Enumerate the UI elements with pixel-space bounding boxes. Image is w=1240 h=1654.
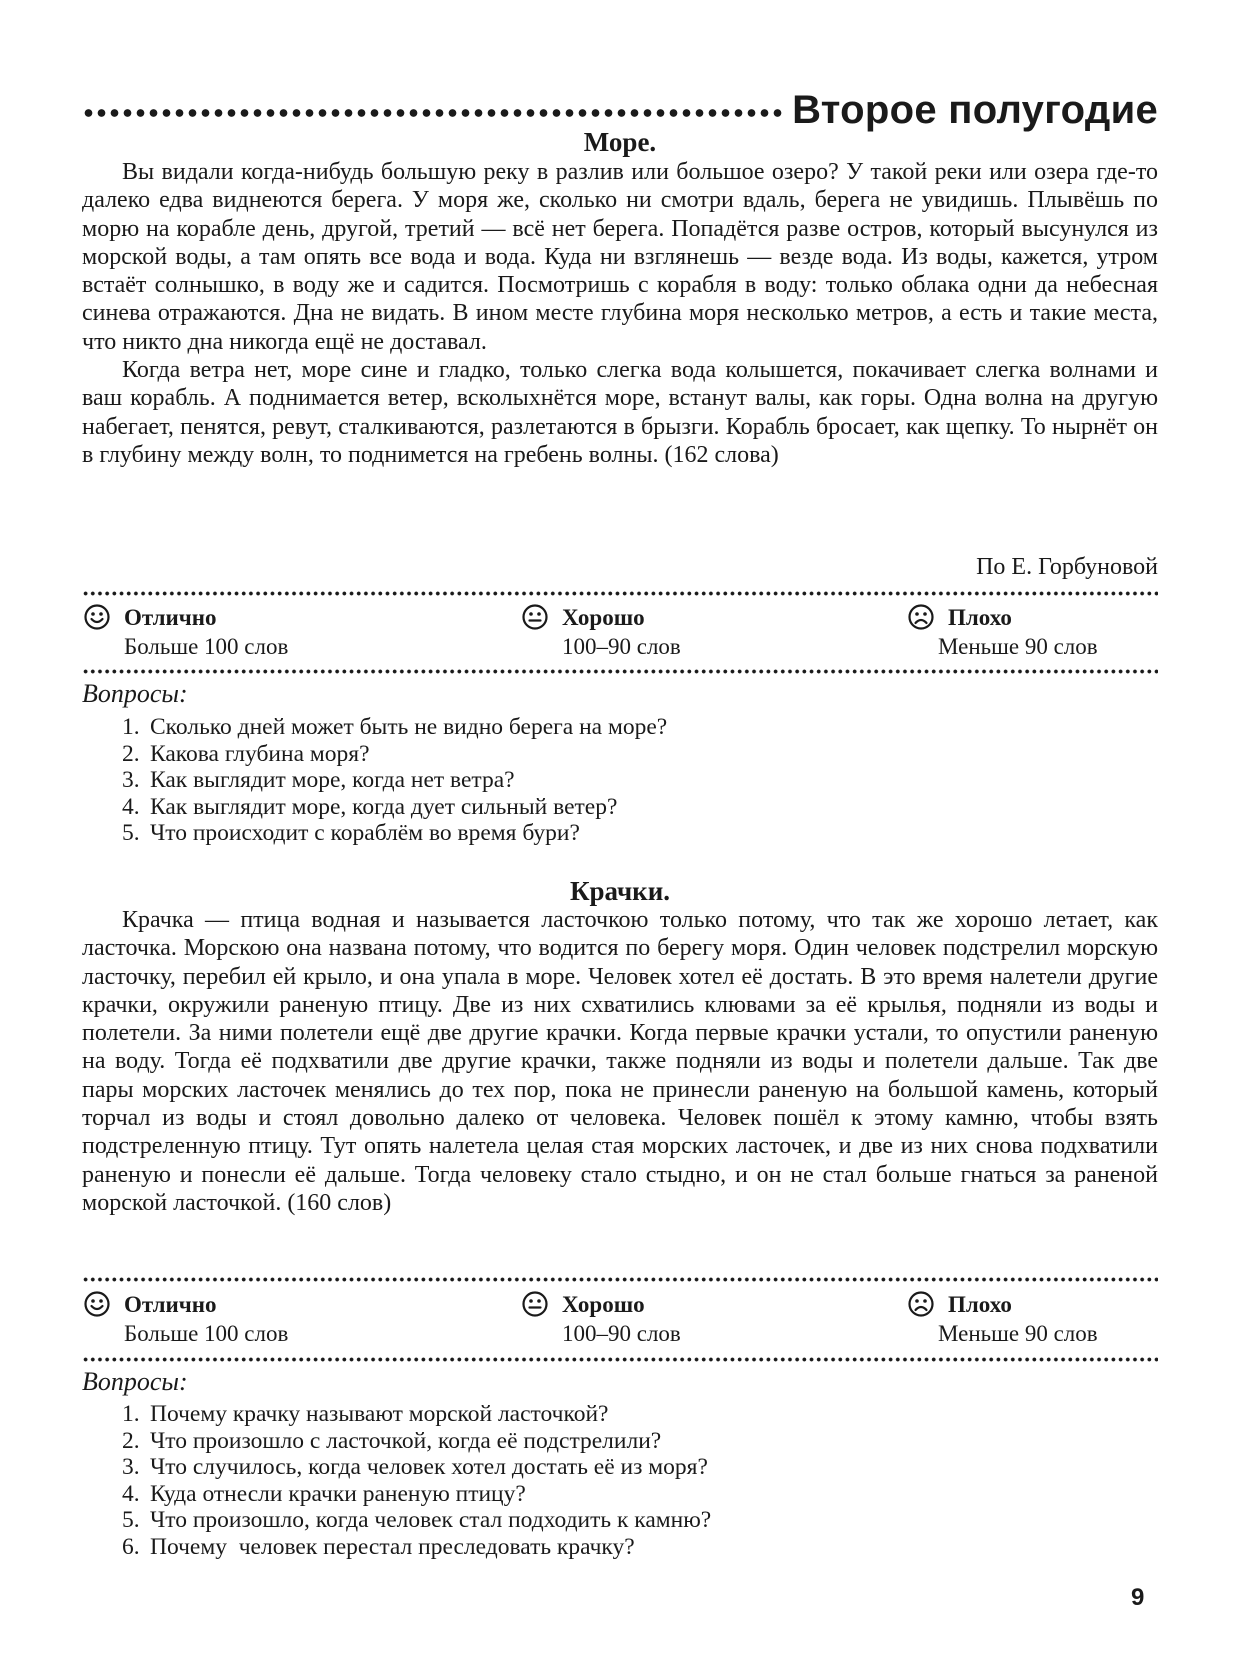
question-item: 5. Что произошло, когда человек стал подходить к камню? xyxy=(122,1507,712,1533)
question-item: 1. Сколько дней может быть не видно берега на море? xyxy=(122,714,668,740)
sea-paragraph-1: Вы видали когда-нибудь большую реку в разлив или большое озеро? У такой реки или озера где-то далеко едва виднеются берега. У моря же, сколько ни смотри вдаль, берега не увидишь. Плывёшь по морю на корабле день, другой, третий — всё нет берега. Попадётся разве остров, который высунулся из морской воды, а там опять все вода и вода. Куда ни взглянешь — везде вода. Из воды, кажется, утром встаёт солнышко, в воду же и садится. Посмотришь с корабля в воду: только облака одни да небесная синева отражаются. Дна не видать. В ином месте глубина моря несколько метров, а есть и такие места, что никто дна никогда ещё не доставал. xyxy=(82,159,1158,355)
grade-label: Хорошо xyxy=(562,1291,645,1317)
grade-label: Плохо xyxy=(948,604,1012,630)
section-title-terns: Крачки. xyxy=(569,876,671,906)
question-item: 6. Почему человек перестал преследовать крачку? xyxy=(122,1533,635,1560)
page-title: Второе полугодие xyxy=(792,88,1158,132)
grade-poor xyxy=(908,603,1098,658)
grade-good xyxy=(522,603,681,658)
grade-value: Больше 100 слов xyxy=(124,1321,289,1346)
question-item: 2. Что произошло с ласточкой, когда её подстрелили? xyxy=(122,1427,662,1454)
question-item: 3. Как выглядит море, когда нет ветра? xyxy=(122,767,515,793)
grading-scale-terns xyxy=(82,1290,1158,1350)
grade-label: Отлично xyxy=(124,604,217,630)
happy-smiley-icon xyxy=(84,604,110,630)
questions-list-sea xyxy=(122,714,667,847)
neutral-smiley-icon xyxy=(522,1291,548,1317)
sea-text xyxy=(82,158,1158,469)
question-item: 1. Почему крачку называют морской ласточкой? xyxy=(122,1401,609,1427)
neutral-smiley-icon xyxy=(522,604,548,630)
sea-paragraph-2: Когда ветра нет, море сине и гладко, только слегка вода колышется, покачивает слегка волнами и ваш корабль. А поднимается ветер, всколыхнётся море, встанут валы, как горы. Одна волна на другую набегает, пенятся, ревут, сталкиваются, разлетаются в брызги. Корабль бросает, как щепку. То нырнёт он в глубину между волн, то поднимется на гребень волны. (162 слова) xyxy=(82,357,1158,468)
grade-poor xyxy=(908,1290,1098,1345)
terns-paragraph-1: Крачка — птица водная и называется ласточкою только потому, что так же хорошо летает, как ласточка. Морскою она названа потому, что водится по берегу моря. Один человек подстрелил морскую ласточку, перебил ей крыло, и она упала в море. Человек хотел её достать. В это время налетели другие крачки, окружили раненую птицу. Две из них схватились клювами за её крылья, подняли из воды и полетели. За ними полетели ещё две другие крачки. Когда первые крачки устали, то опустили раненую на воду. Тогда её подхватили две другие крачки, также подняли из воды и полетели дальше. Так две пары морских ласточек менялись до тех пор, пока не принесли раненую на большой камень, который торчал из воды и стоял довольно далеко от человека. Человек пошёл к этому камню, чтобы взять подстреленную птицу. Тут опять налетела целая стая морских ласточек, и две из них снова подхватили раненую и понесли её дальше. Тогда человеку стало стыдно, и он не стал больше гнаться за раненой морской ласточкой. (160 слов) xyxy=(82,907,1158,1216)
question-item: 3. Что случилось, когда человек хотел достать её из моря? xyxy=(122,1454,708,1480)
grade-value: Меньше 90 слов xyxy=(938,634,1098,659)
grade-value: 100–90 слов xyxy=(562,1321,681,1346)
grade-excellent xyxy=(84,603,288,658)
questions-title: Вопросы: xyxy=(82,679,188,708)
section-title-sea: Море. xyxy=(583,127,657,157)
terns-text xyxy=(82,906,1158,1217)
grade-value: Больше 100 слов xyxy=(124,634,289,659)
question-item: 2. Какова глубина моря? xyxy=(122,740,370,767)
question-item: 5. Что происходит с кораблём во время бури? xyxy=(122,820,580,846)
dotted-separator xyxy=(82,1277,1158,1282)
questions-list-terns xyxy=(122,1401,711,1560)
header-dot-leader xyxy=(82,108,782,118)
dotted-separator xyxy=(82,1357,1158,1362)
questions-title: Вопросы: xyxy=(82,1367,188,1396)
grade-value: Меньше 90 слов xyxy=(938,1321,1098,1346)
question-item: 4. Куда отнесли крачки раненую птицу? xyxy=(122,1480,526,1507)
author-credit: По Е. Горбуновой xyxy=(976,554,1158,580)
grading-scale-sea xyxy=(82,603,1158,663)
sad-smiley-icon xyxy=(908,1291,934,1317)
grade-label: Плохо xyxy=(948,1291,1012,1317)
grade-label: Хорошо xyxy=(562,604,645,630)
grade-good xyxy=(522,1290,681,1345)
page-number: 9 xyxy=(1131,1584,1145,1611)
happy-smiley-icon xyxy=(84,1291,110,1317)
sad-smiley-icon xyxy=(908,604,934,630)
question-item: 4. Как выглядит море, когда дует сильный ветер? xyxy=(122,793,618,820)
grade-excellent xyxy=(84,1290,288,1345)
page-header xyxy=(82,72,1158,132)
grade-value: 100–90 слов xyxy=(562,634,681,659)
dotted-separator xyxy=(82,669,1158,674)
grade-label: Отлично xyxy=(124,1291,217,1317)
dotted-separator xyxy=(82,591,1158,596)
